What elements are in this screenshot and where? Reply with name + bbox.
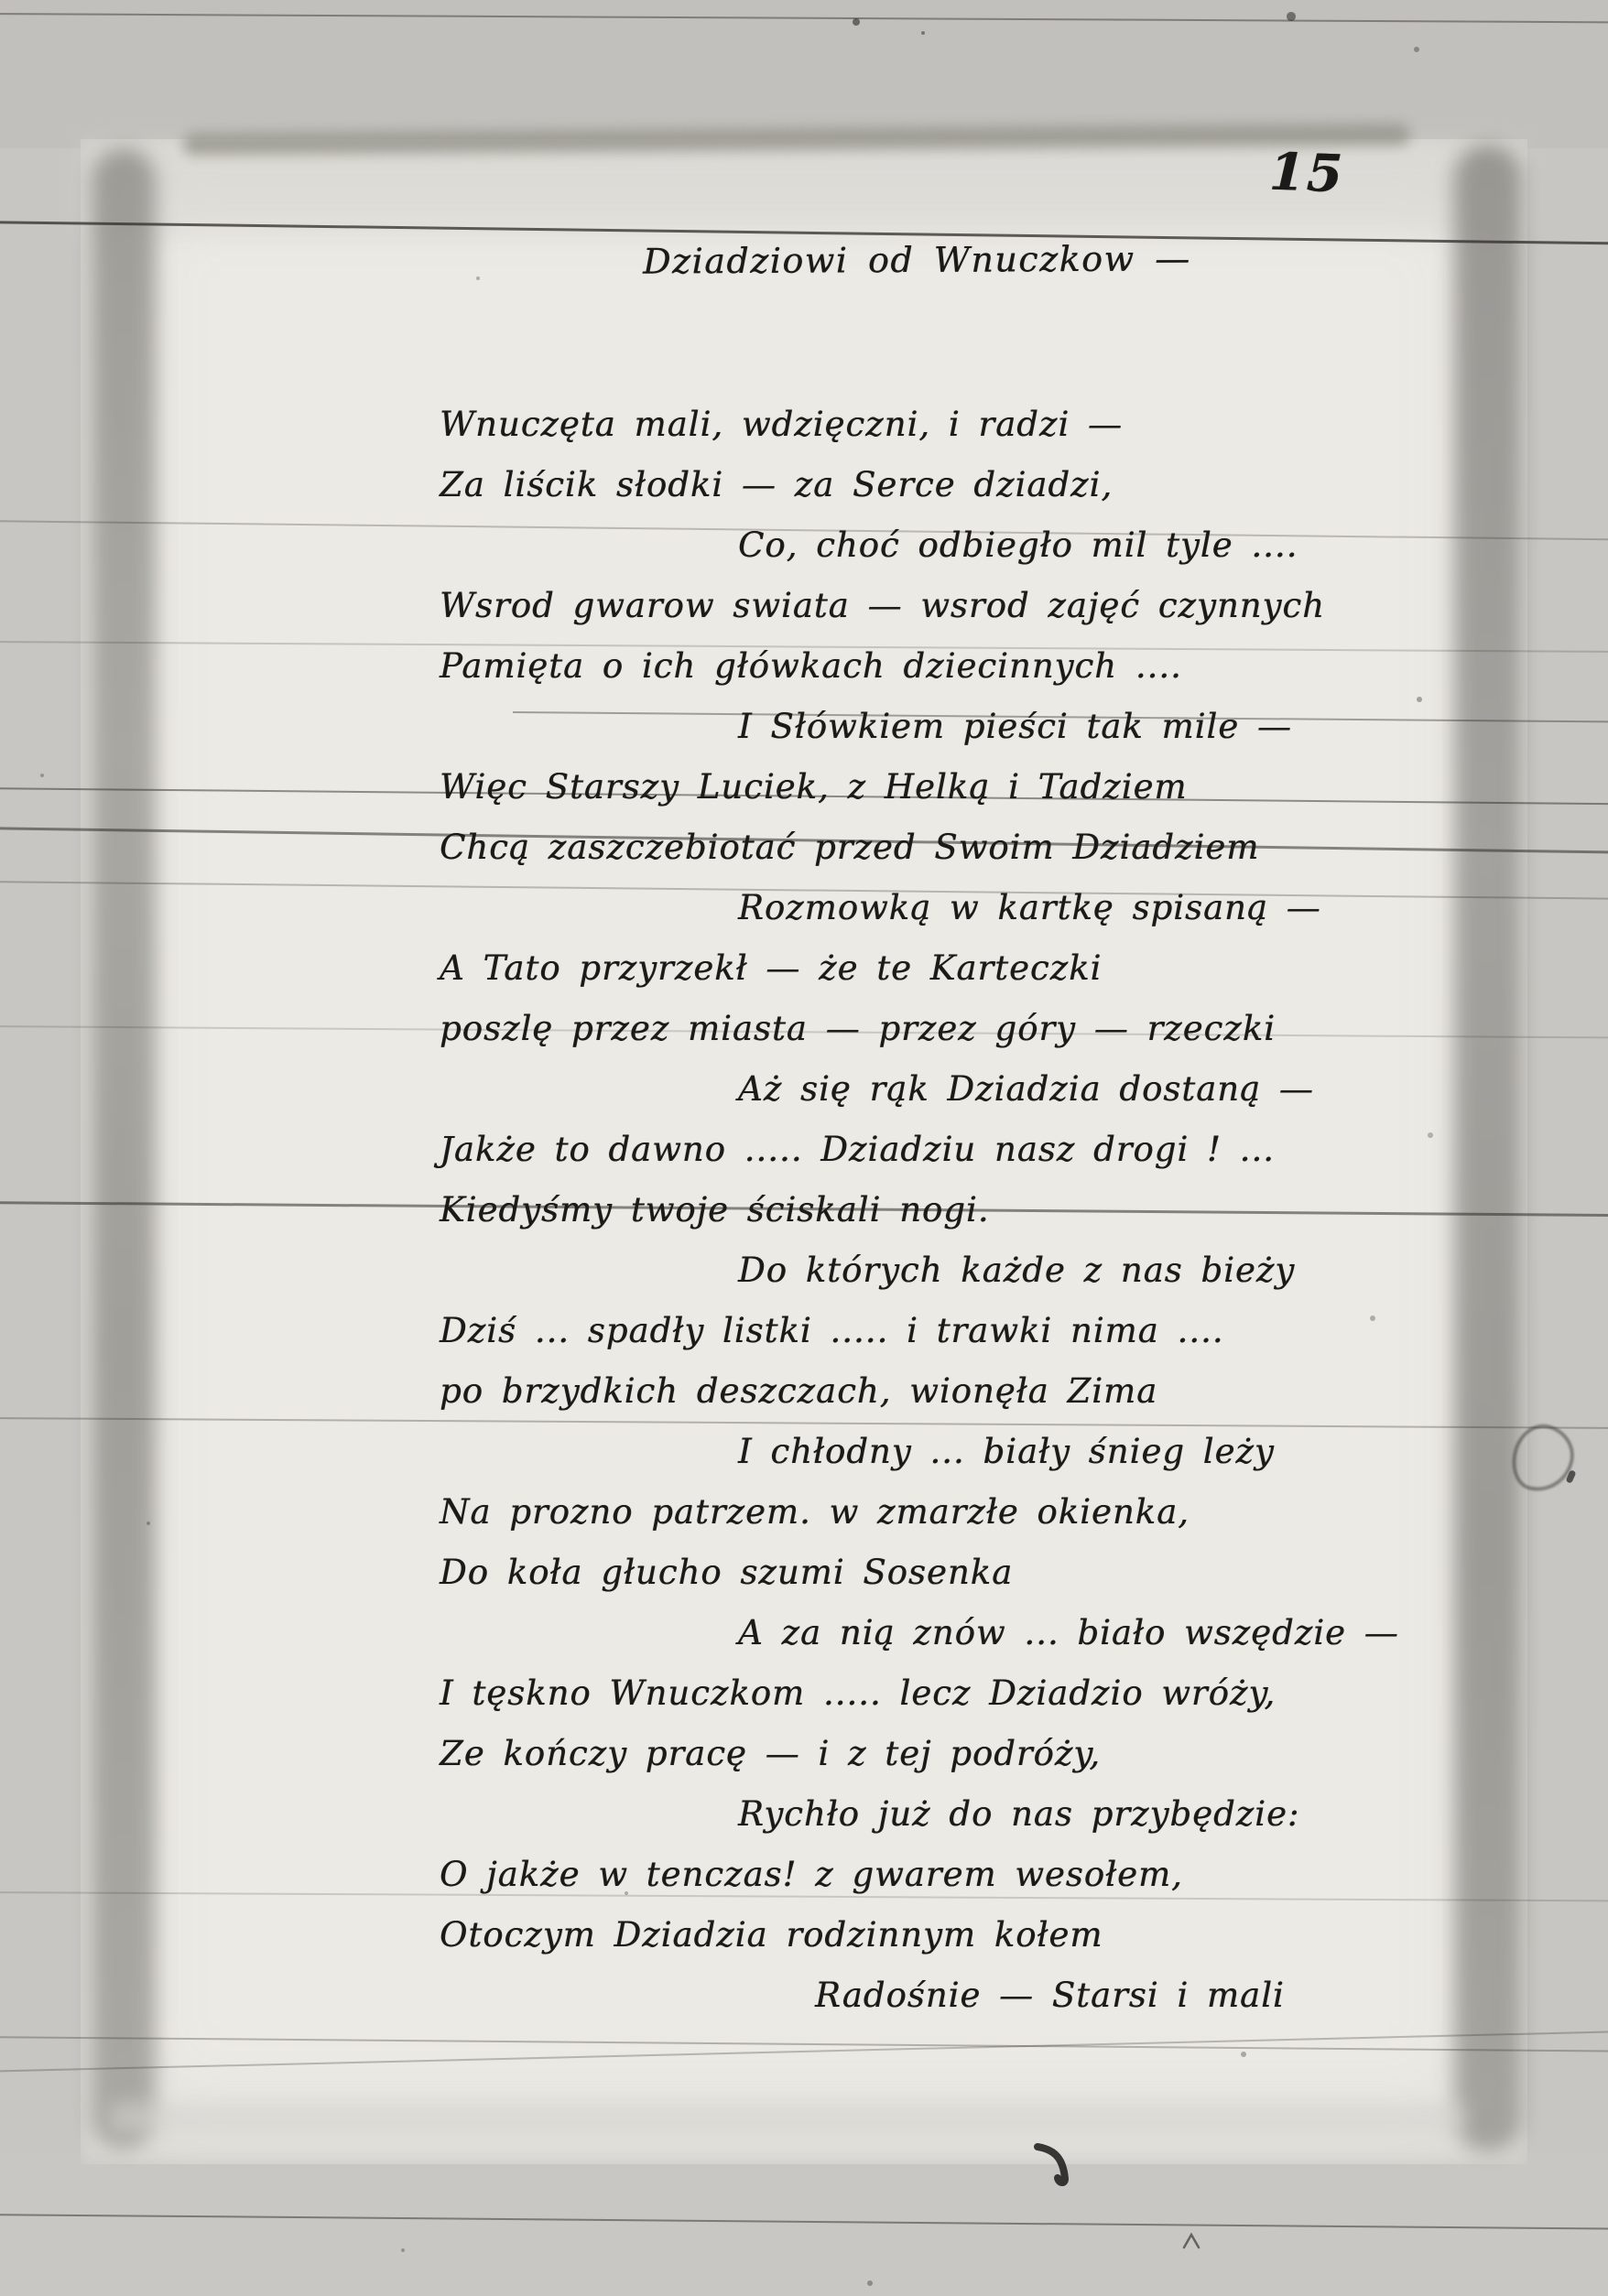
right-gutter-shadow [1454,145,1522,2151]
poem-line: Co, choć odbiegło mil tyle .... [738,525,1298,565]
poem-line: I tęskno Wnuczkom ..... lecz Dziadzio wróży, [440,1673,1277,1713]
paper-bottom-shade [110,2102,1465,2133]
page-number: 15 [1267,141,1346,205]
poem-body [419,397,1399,2029]
poem-title: Dziadziowi od Wnuczkow — [642,238,1191,282]
poem-line: A za nią znów ... biało wszędzie — [738,1613,1399,1652]
poem-line: Do koła głucho szumi Sosenka [440,1553,1014,1592]
poem-line: A Tato przyrzekł — że te Karteczki [440,948,1103,988]
poem-line: Ze kończy pracę — i z tej podróży, [440,1734,1102,1773]
poem-line: Wsrod gwarow swiata — wsrod zajęć czynnych [440,586,1325,625]
poem-line: Dziś ... spadły listki ..... i trawki nima .... [440,1311,1224,1350]
poem-line: I chłodny ... biały śnieg leży [738,1432,1275,1471]
poem-line: Otoczym Dziadzia rodzinnym kołem [440,1915,1103,1955]
poem-line: Chcą zaszczebiotać przed Swoim Dziadziem [440,828,1260,867]
poem-line: poszlę przez miasta — przez góry — rzeczki [440,1009,1277,1048]
poem-line: po brzydkich deszczach, wionęła Zima [440,1371,1158,1411]
poem-line: Na prozno patrzem. w zmarzłe okienka, [440,1492,1190,1532]
poem-line: Rychło już do nas przybędzie: [738,1794,1300,1834]
poem-line: Za liścik słodki — za Serce dziadzi, [440,465,1114,504]
poem-line: Więc Starszy Luciek, z Helką i Tadziem [440,767,1188,807]
caret-mark [1181,2232,1203,2250]
poem-line: Jakże to dawno ..... Dziadziu nasz drogi ! ... [440,1130,1275,1169]
poem-line: I Słówkiem pieści tak mile — [738,707,1292,746]
poem-line: Kiedyśmy twoje ściskali nogi. [440,1190,990,1229]
left-gutter-shadow [92,148,156,2149]
poem-line: Radośnie — Starsi i mali [815,1976,1285,2015]
poem-line: Rozmowką w kartkę spisaną — [738,888,1321,927]
poem-line: Aż się rąk Dziadzia dostaną — [738,1069,1314,1109]
dust-specks [0,0,4,4]
poem-line: Wnuczęta mali, wdzięczni, i radzi — [440,405,1123,444]
scan-background-bottom [0,2153,1608,2296]
squiggle-mark [1033,2140,1084,2188]
poem-line: Pamięta o ich główkach dziecinnych .... [440,646,1182,686]
poem-line: Do których każde z nas bieży [738,1251,1296,1290]
poem-line: O jakże w tenczas! z gwarem wesołem, [440,1855,1183,1894]
